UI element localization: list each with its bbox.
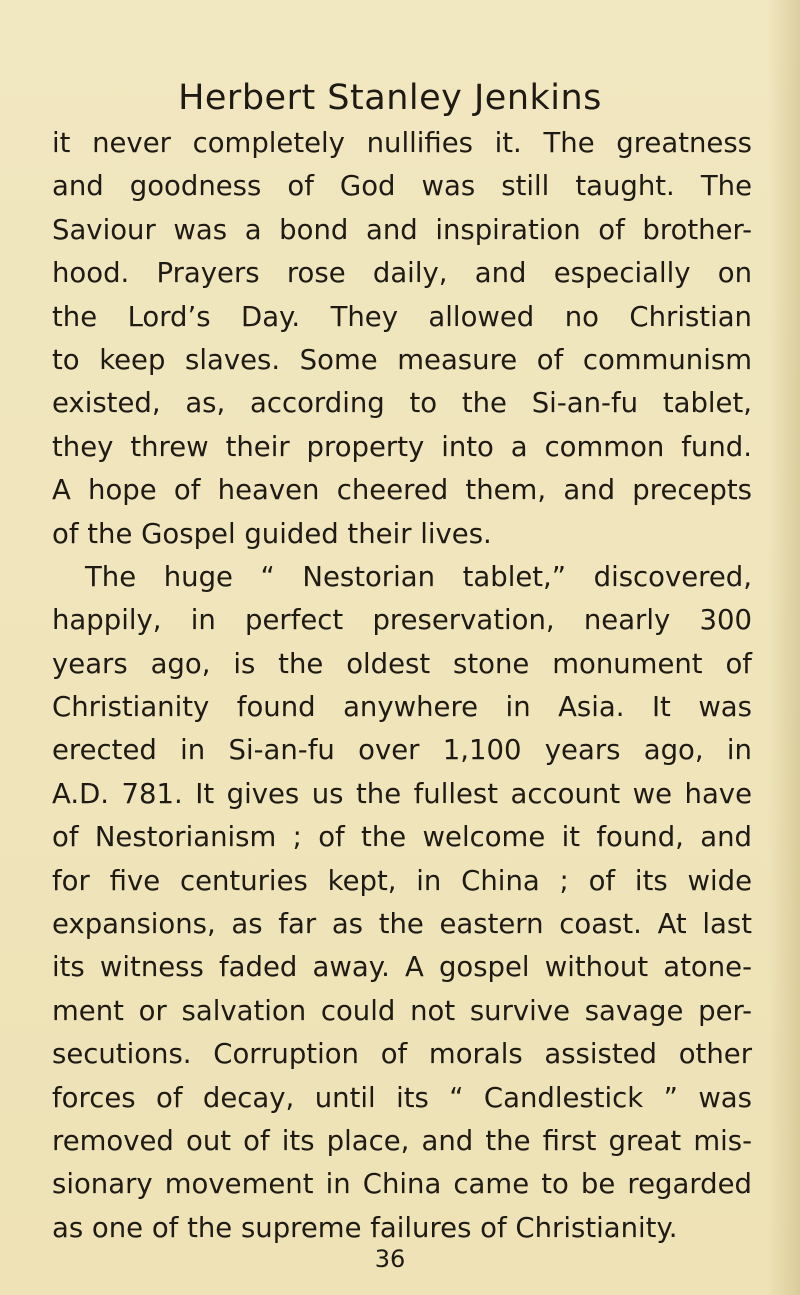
text-line: happily, in perfect preservation, nearly 300 <box>52 604 752 637</box>
text-line: it never completely nullifies it. The greatness <box>52 127 752 159</box>
paragraph-end-line: as one of the supreme failures of Christianity. <box>52 1211 678 1244</box>
text-line: existed, as, according to the Si-an-fu tablet, <box>52 387 752 420</box>
text-line: of Nestorianism ; of the welcome it found, and <box>52 821 752 854</box>
text-line: secutions. Corruption of morals assisted other <box>52 1038 752 1071</box>
text-line: expansions, as far as the eastern coast. At last <box>52 908 752 941</box>
paragraph-start-line: The huge “ Nestorian tablet,” discovered, <box>85 560 752 593</box>
text-line: for five centuries kept, in China ; of its wide <box>52 864 752 897</box>
text-line: A.D. 781. It gives us the fullest account we have <box>52 777 752 810</box>
text-line: years ago, is the oldest stone monument of <box>52 647 752 680</box>
text-line: removed out of its place, and the first great mis- <box>52 1124 752 1157</box>
body-text <box>52 122 752 1250</box>
text-line: erected in Si-an-fu over 1,100 years ago, in <box>52 734 752 767</box>
text-line: forces of decay, until its “ Candlestick ” was <box>52 1081 752 1114</box>
text-line: Saviour was a bond and inspiration of brother- <box>52 213 752 246</box>
page-number: 36 <box>374 1245 406 1273</box>
paragraph-end-line: of the Gospel guided their lives. <box>52 517 492 550</box>
text-line: ment or salvation could not survive savage per- <box>52 994 752 1027</box>
text-line: sionary movement in China came to be regarded <box>52 1168 752 1201</box>
text-line: the Lord’s Day. They allowed no Christian <box>52 300 752 333</box>
text-line: and goodness of God was still taught. The <box>52 170 752 203</box>
text-line: they threw their property into a common fund. <box>52 430 752 463</box>
running-head: Herbert Stanley Jenkins <box>178 78 602 118</box>
text-line: A hope of heaven cheered them, and precepts <box>52 474 752 507</box>
text-line: hood. Prayers rose daily, and especially on <box>52 257 752 290</box>
text-line: to keep slaves. Some measure of communism <box>52 343 752 376</box>
text-line: Christianity found anywhere in Asia. It was <box>52 691 752 724</box>
text-line: its witness faded away. A gospel without atone- <box>52 951 752 984</box>
